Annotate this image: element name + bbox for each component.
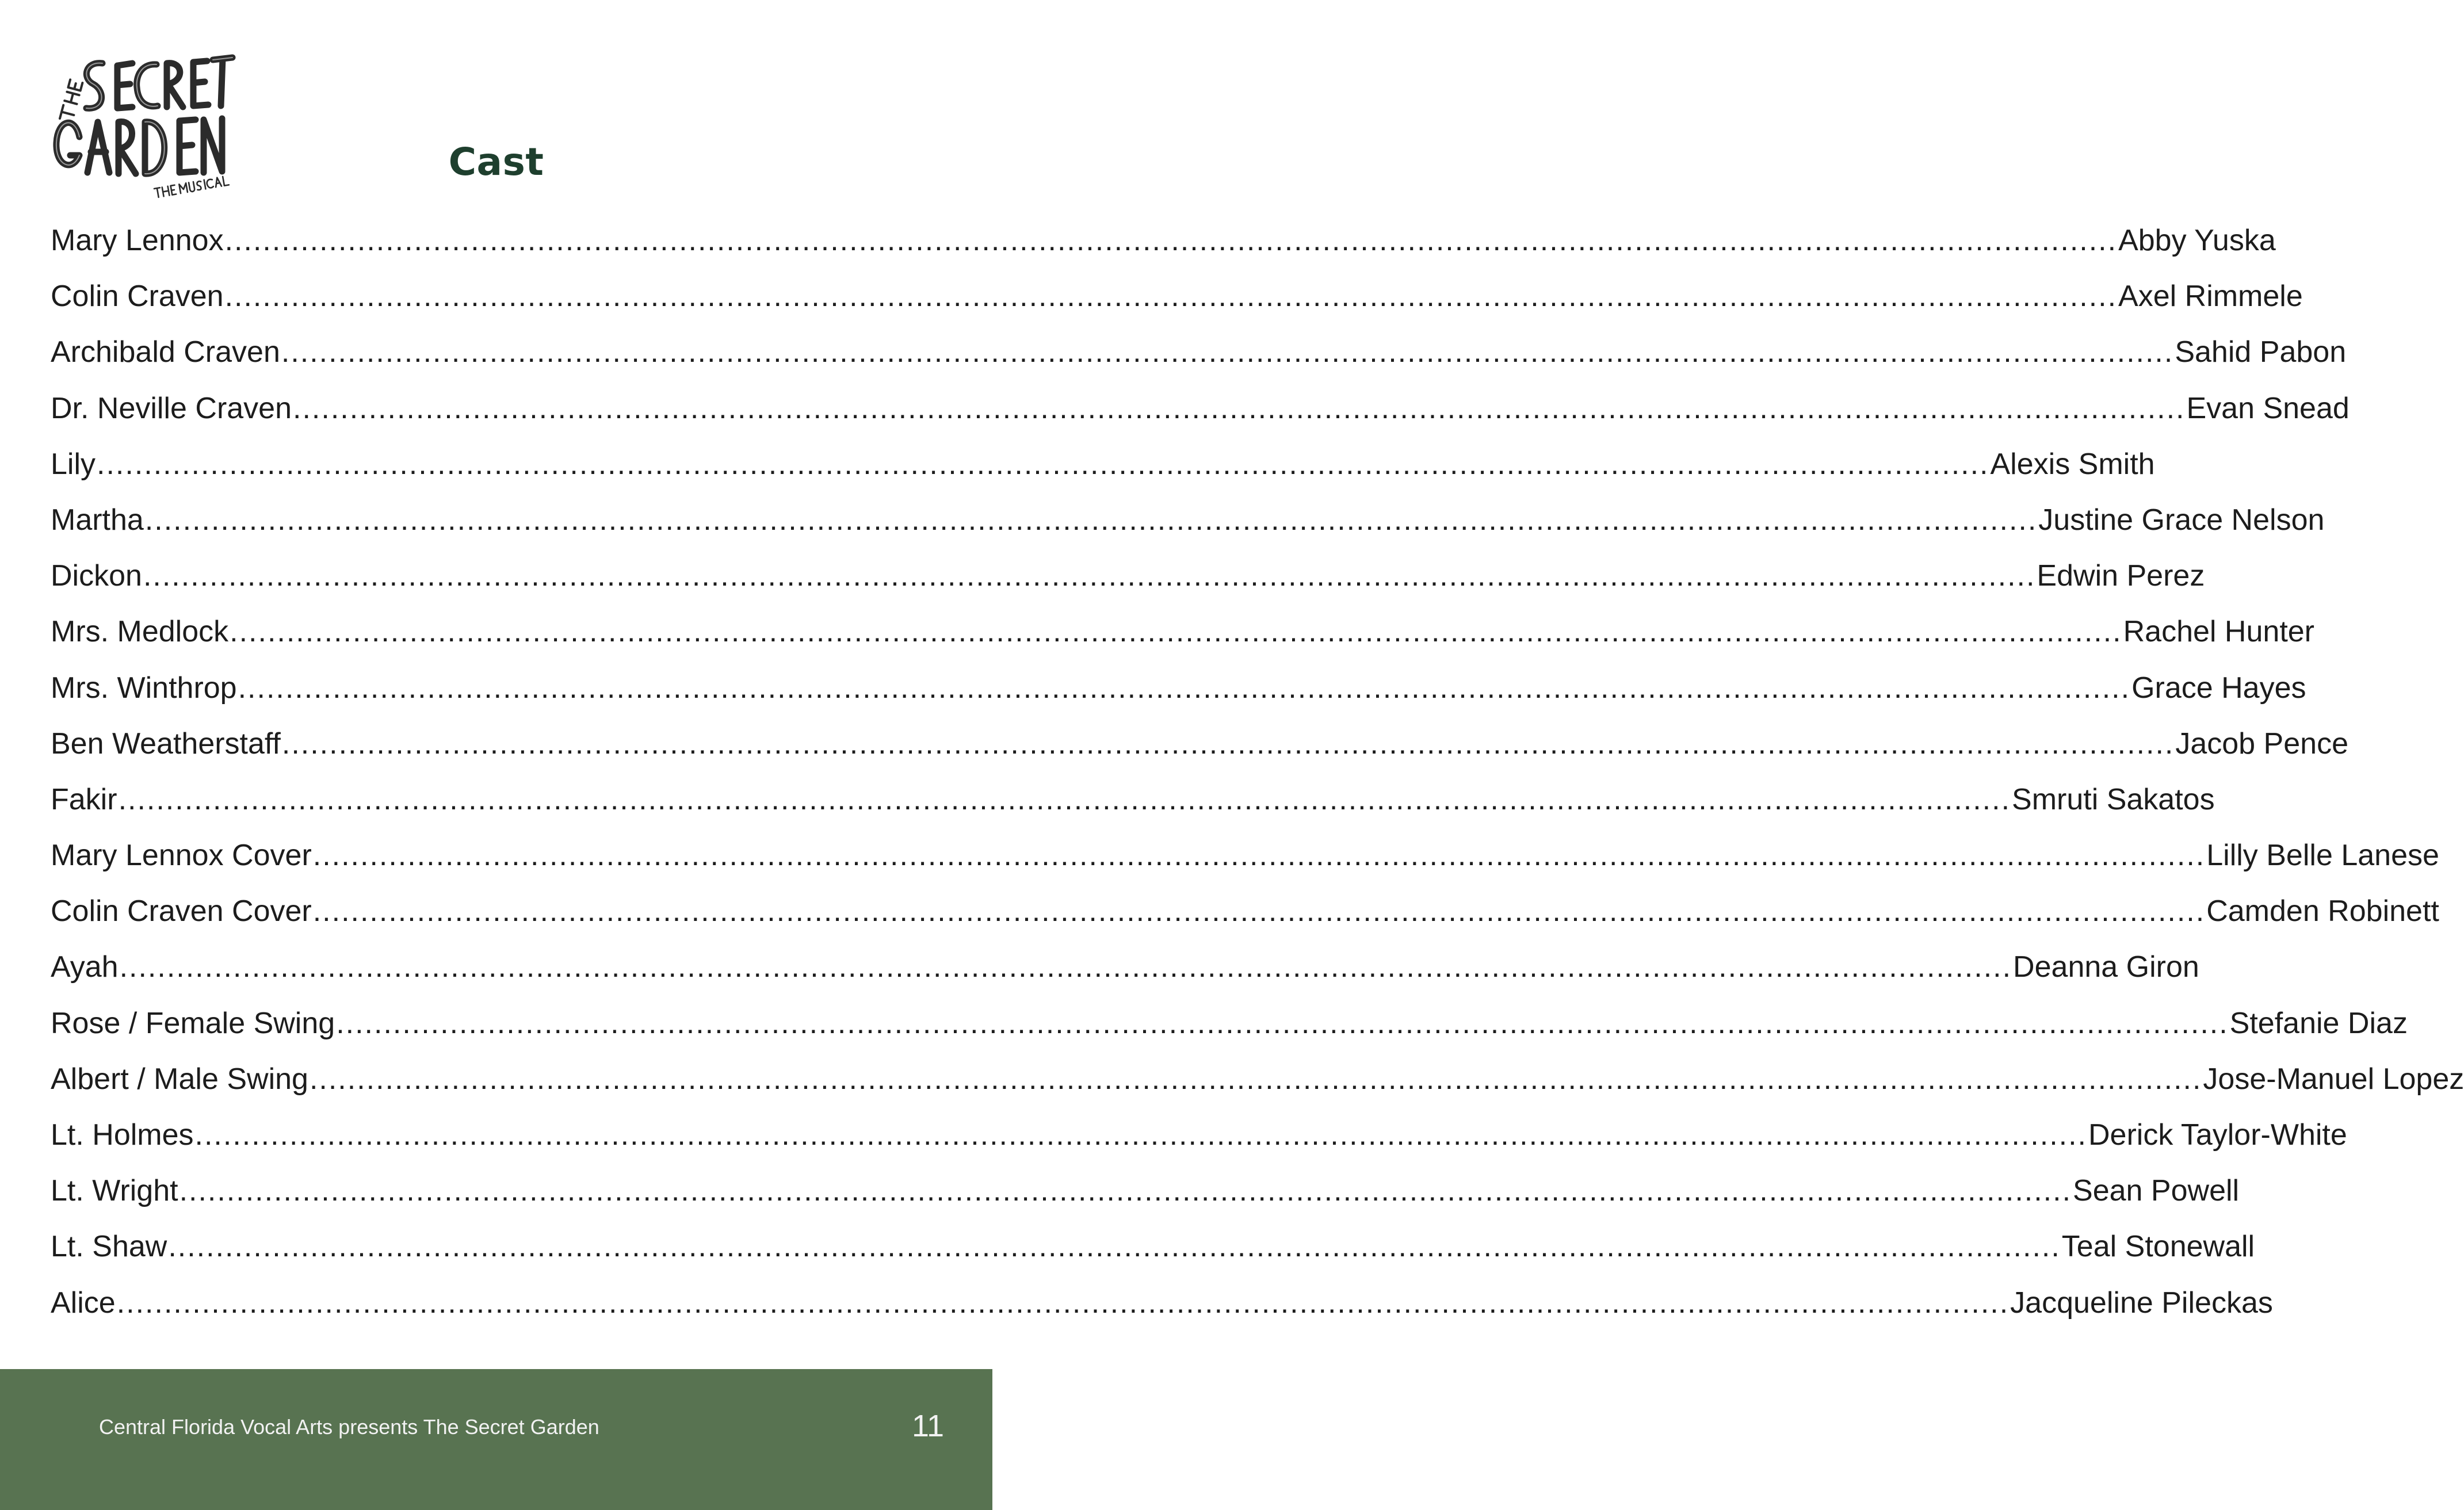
dot-leader: ........................................................................................................................................................................................................ xyxy=(224,224,2118,257)
cast-row xyxy=(51,548,2205,604)
cast-row xyxy=(51,1275,2273,1331)
cast-role: Ben Weatherstaff xyxy=(51,727,281,760)
cast-actor: Deanna Giron xyxy=(2013,950,2199,984)
cast-role: Alice xyxy=(51,1286,116,1320)
cast-role: Albert / Male Swing xyxy=(51,1062,308,1096)
cast-row xyxy=(51,939,2199,995)
cast-role: Mary Lennox Cover xyxy=(51,839,312,873)
dot-leader: ........................................................................................................................................................................................................ xyxy=(168,1230,2061,1264)
cast-actor: Grace Hayes xyxy=(2131,671,2306,705)
cast-actor: Rachel Hunter xyxy=(2123,615,2314,649)
cast-list xyxy=(51,213,2464,1331)
cast-role: Lt. Holmes xyxy=(51,1118,194,1152)
dot-leader: ........................................................................................................................................................................................................ xyxy=(281,727,2175,760)
cast-row xyxy=(51,324,2347,380)
cast-role: Rose / Female Swing xyxy=(51,1006,335,1040)
dot-leader: ........................................................................................................................................................................................................ xyxy=(309,1062,2202,1096)
cast-actor: Abby Yuska xyxy=(2118,224,2276,257)
cast-row xyxy=(51,660,2306,716)
dot-leader: ........................................................................................................................................................................................................ xyxy=(230,615,2122,649)
cast-role: Fakir xyxy=(51,782,117,816)
cast-actor: Sean Powell xyxy=(2073,1174,2240,1208)
cast-row xyxy=(51,716,2348,772)
cast-row xyxy=(51,884,2439,939)
cast-row xyxy=(51,213,2276,269)
cast-row xyxy=(51,269,2303,324)
cast-row xyxy=(51,492,2325,548)
cast-actor: Lilly Belle Lanese xyxy=(2206,839,2439,873)
dot-leader: ........................................................................................................................................................................................................ xyxy=(281,335,2174,369)
cast-row xyxy=(51,828,2439,884)
cast-actor: Alexis Smith xyxy=(1990,447,2155,481)
cast-row xyxy=(51,437,2155,492)
dot-leader: ........................................................................................................................................................................................................ xyxy=(312,894,2206,928)
cast-role: Dickon xyxy=(51,559,142,593)
dot-leader: ........................................................................................................................................................................................................ xyxy=(143,559,2036,593)
cast-row xyxy=(51,1163,2240,1219)
cast-actor: Axel Rimmele xyxy=(2118,280,2303,314)
dot-leader: ........................................................................................................................................................................................................ xyxy=(118,782,2011,816)
dot-leader: ........................................................................................................................................................................................................ xyxy=(179,1174,2072,1208)
cast-role: Mrs. Medlock xyxy=(51,615,229,649)
page-title: Cast xyxy=(448,140,544,184)
cast-role: Ayah xyxy=(51,950,119,984)
cast-actor: Jacob Pence xyxy=(2175,727,2348,760)
cast-row xyxy=(51,996,2408,1052)
cast-actor: Teal Stonewall xyxy=(2061,1230,2255,1264)
cast-role: Lily xyxy=(51,447,96,481)
dot-leader: ........................................................................................................................................................................................................ xyxy=(144,503,2038,537)
cast-actor: Jacqueline Pileckas xyxy=(2010,1286,2273,1320)
dot-leader: ........................................................................................................................................................................................................ xyxy=(238,671,2131,705)
cast-actor: Justine Grace Nelson xyxy=(2038,503,2325,537)
dot-leader: ........................................................................................................................................................................................................ xyxy=(293,391,2186,425)
dot-leader: ........................................................................................................................................................................................................ xyxy=(312,839,2206,873)
cast-actor: Camden Robinett xyxy=(2206,894,2439,928)
cast-row xyxy=(51,772,2215,828)
cast-role: Colin Craven Cover xyxy=(51,894,312,928)
cast-role: Mary Lennox xyxy=(51,224,224,257)
dot-leader: ........................................................................................................................................................................................................ xyxy=(336,1006,2229,1040)
dot-leader: ........................................................................................................................................................................................................ xyxy=(97,447,1989,481)
cast-role: Dr. Neville Craven xyxy=(51,391,292,425)
cast-actor: Stefanie Diaz xyxy=(2229,1006,2408,1040)
dot-leader: ........................................................................................................................................................................................................ xyxy=(116,1286,2010,1320)
cast-actor: Edwin Perez xyxy=(2037,559,2205,593)
dot-leader: ........................................................................................................................................................................................................ xyxy=(119,950,2012,984)
cast-row xyxy=(51,604,2314,660)
cast-role: Mrs. Winthrop xyxy=(51,671,237,705)
dot-leader: ........................................................................................................................................................................................................ xyxy=(194,1118,2087,1152)
cast-role: Lt. Shaw xyxy=(51,1230,167,1264)
cast-actor: Derick Taylor-White xyxy=(2088,1118,2347,1152)
cast-actor: Evan Snead xyxy=(2186,391,2350,425)
cast-row xyxy=(51,381,2350,437)
footer xyxy=(0,1369,992,1510)
cast-role: Colin Craven xyxy=(51,280,224,314)
cast-row xyxy=(51,1219,2255,1275)
page-number: 11 xyxy=(911,1409,944,1443)
cast-row xyxy=(51,1052,2464,1107)
cast-actor: Jose-Manuel Lopez xyxy=(2203,1062,2464,1096)
cast-role: Lt. Wright xyxy=(51,1174,178,1208)
cast-actor: Smruti Sakatos xyxy=(2012,782,2215,816)
cast-role: Martha xyxy=(51,503,144,537)
footer-text: Central Florida Vocal Arts presents The Secret Garden xyxy=(99,1415,599,1439)
cast-role: Archibald Craven xyxy=(51,335,280,369)
cast-row xyxy=(51,1107,2347,1163)
cast-actor: Sahid Pabon xyxy=(2175,335,2347,369)
dot-leader: ........................................................................................................................................................................................................ xyxy=(224,280,2118,314)
